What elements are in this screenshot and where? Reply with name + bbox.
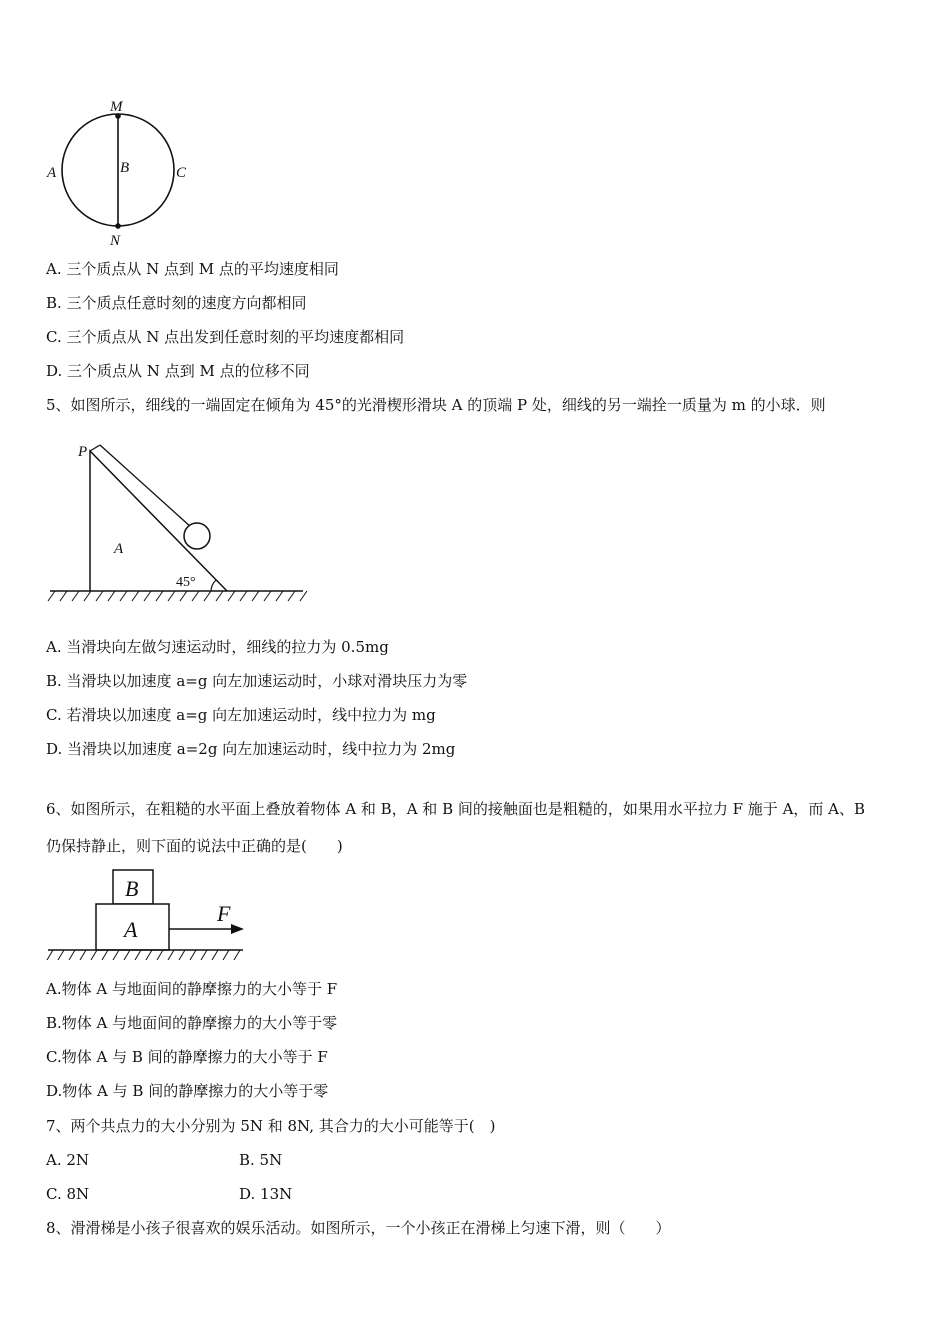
label-p: P xyxy=(78,444,88,460)
label-angle: 45° xyxy=(176,575,196,590)
q6-option-c: C.物体 A 与 B 间的静摩擦力的大小等于 F xyxy=(46,1048,328,1066)
q7-option-b: B. 5N xyxy=(239,1151,283,1169)
q6-stem-line1: 6、如图所示，在粗糙的水平面上叠放着物体 A 和 B，A 和 B 间的接触面也是粗糙的，如果用水平拉力 F 施于 A，而 A、B xyxy=(46,800,866,818)
point-n xyxy=(115,223,121,229)
q6-stem-line2: 仍保持静止，则下面的说法中正确的是( ) xyxy=(46,837,343,855)
q4-option-a: A. 三个质点从 N 点到 M 点的平均速度相同 xyxy=(46,260,339,278)
label-c: C xyxy=(176,165,187,181)
q5-stem: 5、如图所示，细线的一端固定在倾角为 45°的光滑楔形滑块 A 的顶端 P 处，细线的另一端拴一质量为 m 的小球．则 xyxy=(46,396,826,414)
q7-option-a: A. 2N xyxy=(46,1151,90,1169)
blocks-diagram xyxy=(45,866,255,972)
q5-option-a: A. 当滑块向左做匀速运动时，细线的拉力为 0.5mg xyxy=(46,638,389,656)
q7-option-c: C. 8N xyxy=(46,1185,90,1203)
circle-diagram xyxy=(40,95,200,255)
label-block-b: B xyxy=(125,876,139,901)
label-n: N xyxy=(110,233,121,249)
q5-option-d: D. 当滑块以加速度 a=2g 向左加速运动时，线中拉力为 2mg xyxy=(46,740,456,758)
q5-option-c: C. 若滑块以加速度 a=g 向左加速运动时，线中拉力为 mg xyxy=(46,706,436,724)
q4-option-b: B. 三个质点任意时刻的速度方向都相同 xyxy=(46,294,307,312)
q4-option-c: C. 三个质点从 N 点出发到任意时刻的平均速度都相同 xyxy=(46,328,405,346)
label-wedge-a: A xyxy=(114,541,124,557)
wedge-outline xyxy=(90,451,227,591)
wedge-diagram xyxy=(45,437,310,609)
q8-stem: 8、滑滑梯是小孩子很喜欢的娱乐活动。如图所示，一个小孩正在滑梯上匀速下滑，则（ ） xyxy=(46,1219,671,1237)
string-line xyxy=(100,445,192,528)
q5-option-b: B. 当滑块以加速度 a=g 向左加速运动时，小球对滑块压力为零 xyxy=(46,672,468,690)
q6-option-b: B.物体 A 与地面间的静摩擦力的大小等于零 xyxy=(46,1014,338,1032)
label-b: B xyxy=(120,160,130,176)
angle-arc xyxy=(211,580,216,591)
label-force-f: F xyxy=(217,901,231,926)
ground-hatch xyxy=(48,591,307,601)
q7-stem: 7、两个共点力的大小分别为 5N 和 8N, 其合力的大小可能等于( ) xyxy=(46,1117,496,1135)
q7-option-d: D. 13N xyxy=(239,1185,293,1203)
ball xyxy=(184,523,210,549)
label-m: M xyxy=(110,99,123,115)
q6-option-a: A.物体 A 与地面间的静摩擦力的大小等于 F xyxy=(46,980,338,998)
q6-option-d: D.物体 A 与 B 间的静摩擦力的大小等于零 xyxy=(46,1082,329,1100)
force-arrow-head xyxy=(231,924,244,934)
label-a: A xyxy=(47,165,57,181)
floor-hatch xyxy=(47,950,240,960)
label-block-a: A xyxy=(124,917,138,942)
q4-option-d: D. 三个质点从 N 点到 M 点的位移不同 xyxy=(46,362,310,380)
string-attach xyxy=(90,445,100,451)
